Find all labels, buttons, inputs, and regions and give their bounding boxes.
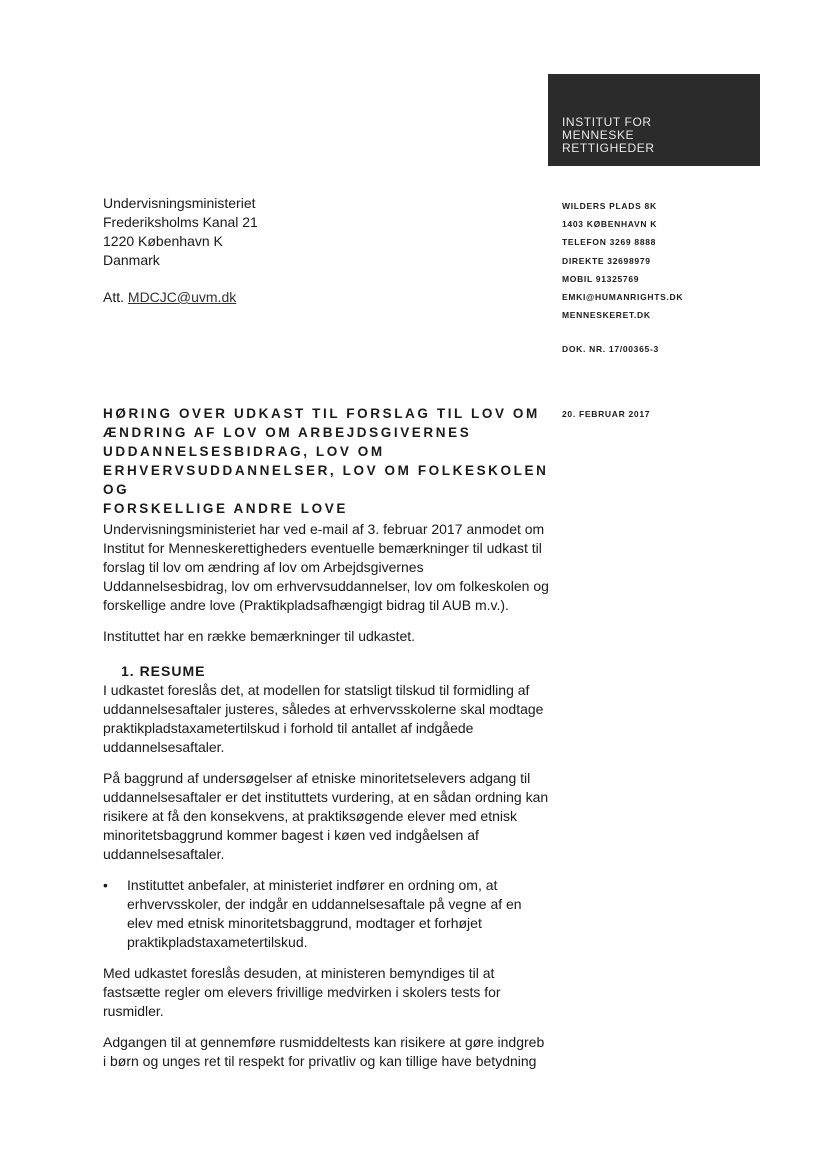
logo-wordmark [562, 116, 655, 155]
bullet-icon: • [103, 877, 108, 893]
logo-line: INSTITUT FOR [562, 115, 652, 129]
title-line: ÆNDRING AF LOV OM ARBEJDSGIVERNES [103, 425, 472, 440]
logo-line: MENNESKE [562, 128, 635, 142]
document-number: DOK. NR. 17/00365-3 [562, 344, 659, 354]
section-paragraph: I udkastet foreslås det, at modellen for statsligt tilskud til formidling af uddannelsesaftaler justeres, således at erhvervsskolerne skal modtage praktikpladstaxametertilskud i forhold til antallet af indgåede uddannelsesaftaler. [103, 682, 544, 755]
section-heading-resume: 1. RESUME [121, 663, 206, 679]
sender-line: MOBIL 91325769 [562, 273, 640, 284]
section-paragraph: På baggrund af undersøgelser af etniske minoritetselevers adgang til uddannelsesaftaler er det instituttets vurdering, at en sådan ordning kan risikere at få den konsekvens, at praktiksøgende elever med etnisk minoritetsbaggrund kommer bagest i køen ved indgåelsen af uddannelsesaftaler. [103, 770, 549, 862]
recommendation-bullet [103, 876, 549, 952]
attention-line [103, 288, 236, 307]
sender-line: 1403 KØBENHAVN K [562, 219, 658, 230]
institute-logo [548, 74, 760, 166]
document-title [103, 404, 553, 518]
title-line: UDDANNELSESBIDRAG, LOV OM [103, 444, 385, 459]
attention-label: Att. [103, 289, 125, 305]
title-line: HØRING OVER UDKAST TIL FORSLAG TIL LOV OM [103, 406, 540, 421]
title-line: FORSKELLIGE ANDRE LOVE [103, 501, 348, 516]
closing-paragraph: Adgangen til at gennemføre rusmiddeltests kan risikere at gøre indgreb i børn og unges ret til respekt for privatliv og kan tillige have betydning [103, 1034, 545, 1069]
closing-paragraph: Med udkastet foreslås desuden, at ministeren bemyndiges til at fastsætte regler om elevers frivillige medvirken i skolers tests for rusmidler. [103, 965, 501, 1019]
intro-paragraph: Instituttet har en række bemærkninger til udkastet. [103, 628, 416, 644]
recipient-line: 1220 København K [103, 233, 223, 249]
recipient-line: Danmark [103, 252, 160, 268]
sender-website: MENNESKERET.DK [562, 310, 651, 321]
attention-email-link[interactable]: MDCJC@uvm.dk [127, 289, 237, 305]
sender-line: TELEFON 3269 8888 [562, 237, 657, 248]
bullet-text: Instituttet anbefaler, at ministeriet indfører en ordning om, at erhvervsskoler, der indgår en uddannelsesaftale på vegne af en elev med etnisk minoritetsbaggrund, modtager et forhøjet praktikpladstaxametertilskud. [127, 877, 522, 950]
document-date: 20. FEBRUAR 2017 [562, 409, 651, 419]
intro-paragraph: Undervisningsministeriet har ved e-mail af 3. februar 2017 anmodet om Institut for Menneskerettigheders eventuelle bemærkninger til udkast til forslag til lov om ændring af lov om Arbejdsgivernes Uddannelsesbidrag, lov om erhvervsuddannelser, lov om folkeskolen og forskellige andre love (Praktikpladsafhængigt bidrag til AUB m.v.). [103, 521, 549, 613]
recipient-line: Undervisningsministeriet [103, 195, 256, 211]
sender-contact-block [562, 197, 762, 324]
logo-line: RETTIGHEDER [562, 141, 655, 155]
sender-line: DIREKTE 32698979 [562, 255, 651, 266]
letter-body [103, 520, 549, 1083]
title-line: ERHVERVSUDDANNELSER, LOV OM FOLKESKOLEN OG [103, 463, 549, 497]
sender-email: EMKI@HUMANRIGHTS.DK [562, 292, 684, 303]
recipient-address [103, 194, 383, 270]
sender-line: WILDERS PLADS 8K [562, 201, 657, 211]
recipient-line: Frederiksholms Kanal 21 [103, 214, 258, 230]
